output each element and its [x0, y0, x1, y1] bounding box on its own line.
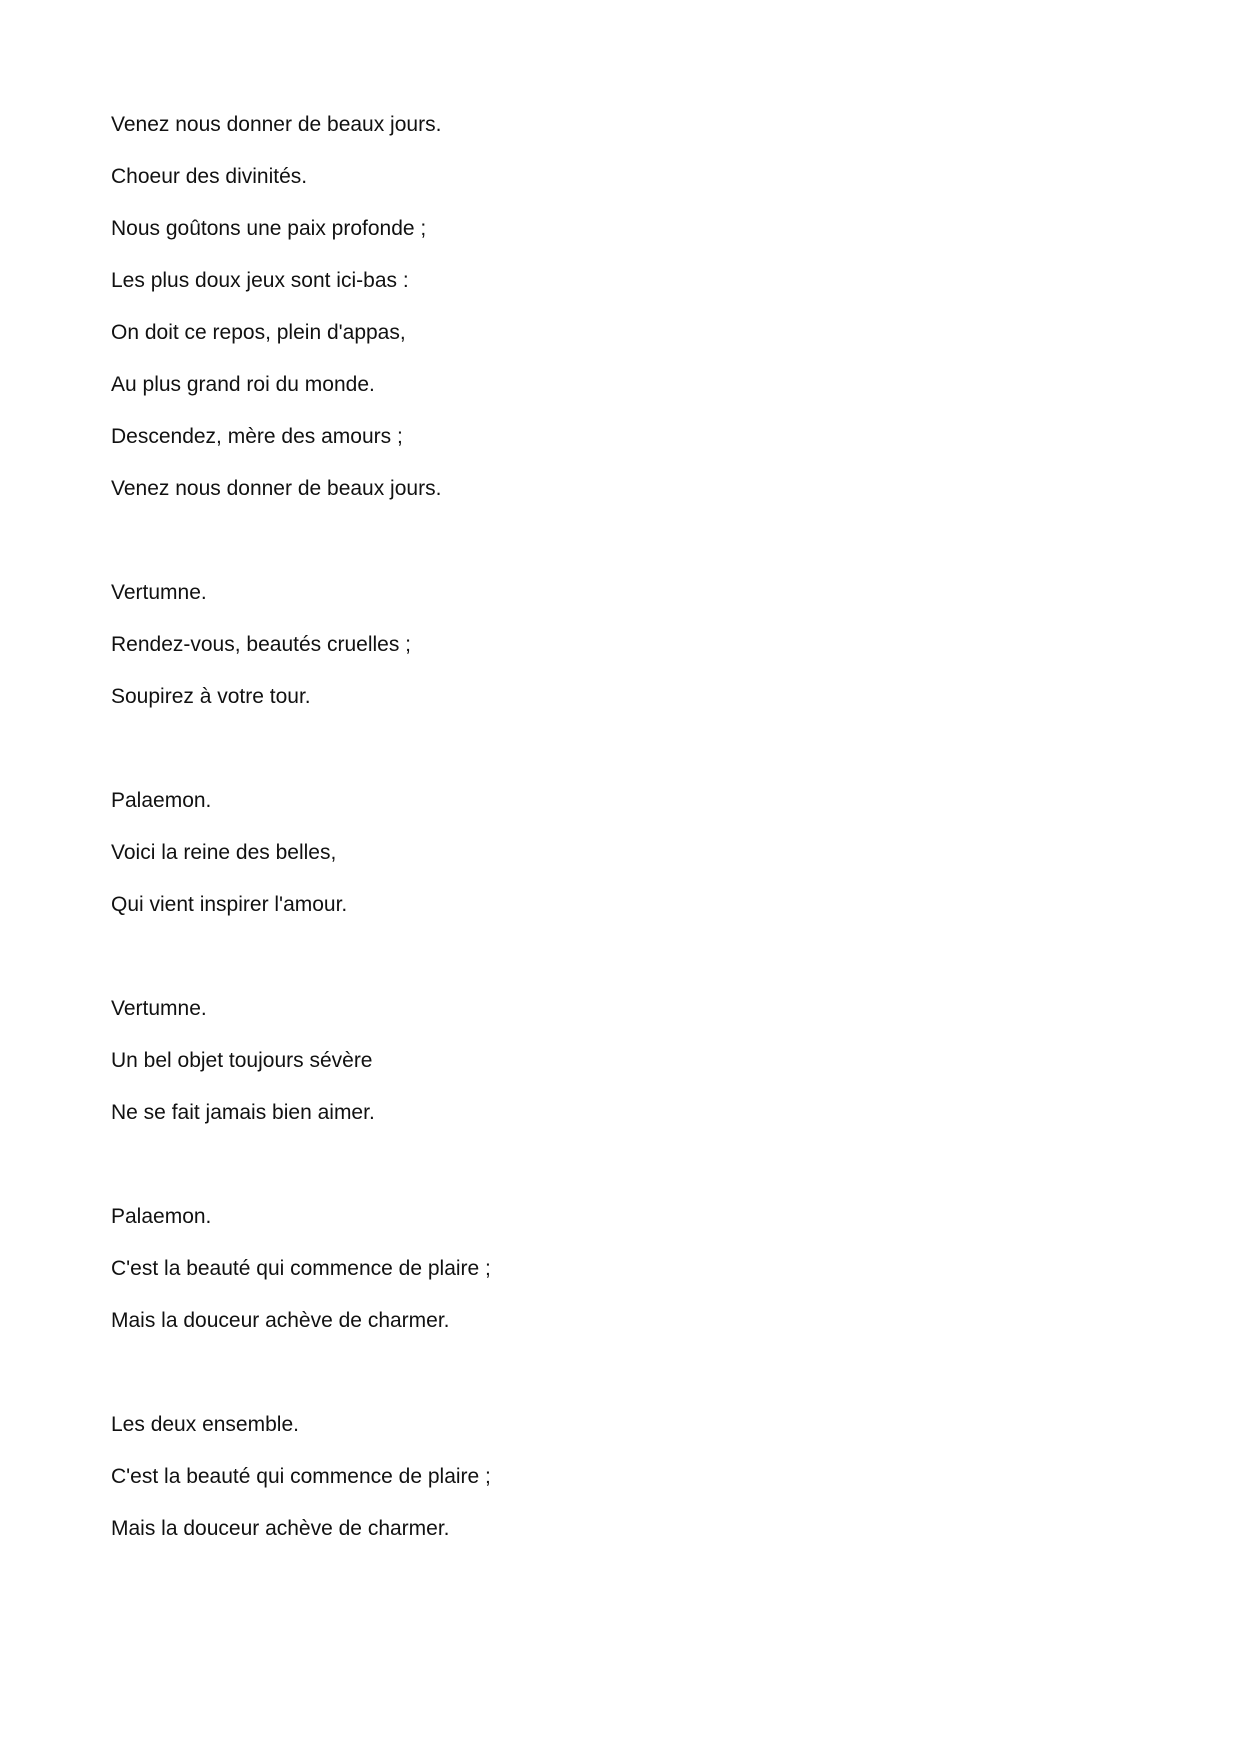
text-line: Les plus doux jeux sont ici-bas :	[111, 269, 409, 292]
text-line: Venez nous donner de beaux jours.	[111, 477, 442, 500]
text-line: Mais la douceur achève de charmer.	[111, 1517, 450, 1540]
blank-line	[111, 526, 1111, 578]
blank-line	[111, 1358, 1111, 1410]
blank-line	[111, 942, 1111, 994]
speaker-line: Choeur des divinités.	[111, 165, 308, 188]
text-body	[111, 110, 1111, 1566]
text-line: Rendez-vous, beautés cruelles ;	[111, 633, 411, 656]
speaker-line: Les deux ensemble.	[111, 1413, 299, 1436]
text-line: Au plus grand roi du monde.	[111, 373, 375, 396]
speaker-line: Palaemon.	[111, 1205, 212, 1228]
text-line: Venez nous donner de beaux jours.	[111, 113, 442, 136]
text-line: Mais la douceur achève de charmer.	[111, 1309, 450, 1332]
text-line: Ne se fait jamais bien aimer.	[111, 1101, 375, 1124]
speaker-line: Vertumne.	[111, 581, 207, 604]
text-line: Nous goûtons une paix profonde ;	[111, 217, 427, 240]
speaker-line: Palaemon.	[111, 789, 212, 812]
text-line: Un bel objet toujours sévère	[111, 1049, 373, 1072]
text-line: C'est la beauté qui commence de plaire ;	[111, 1257, 491, 1280]
text-line: Voici la reine des belles,	[111, 841, 337, 864]
blank-line	[111, 734, 1111, 786]
text-line: Qui vient inspirer l'amour.	[111, 893, 348, 916]
text-line: Descendez, mère des amours ;	[111, 425, 403, 448]
speaker-line: Vertumne.	[111, 997, 207, 1020]
text-line: C'est la beauté qui commence de plaire ;	[111, 1465, 491, 1488]
blank-line	[111, 1150, 1111, 1202]
text-line: Soupirez à votre tour.	[111, 685, 311, 708]
text-line: On doit ce repos, plein d'appas,	[111, 321, 406, 344]
